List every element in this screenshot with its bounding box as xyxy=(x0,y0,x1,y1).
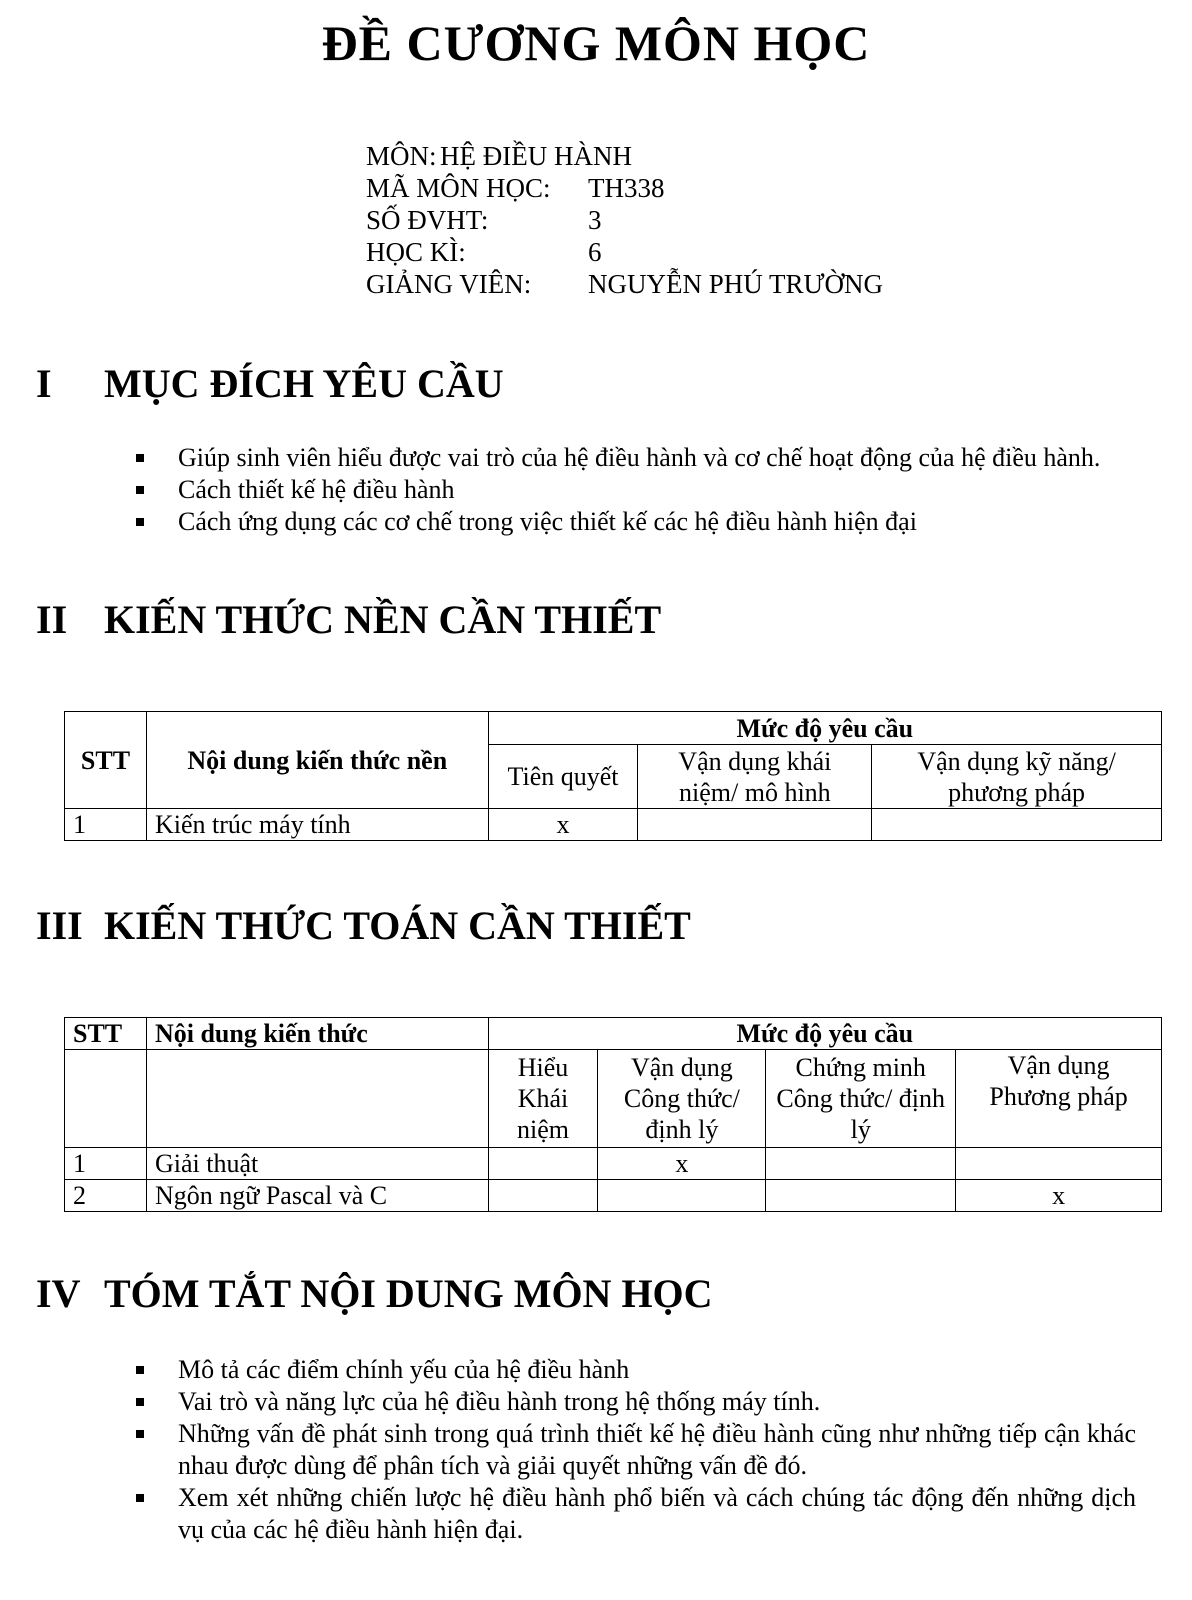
table-header-row xyxy=(65,1018,1162,1050)
header-content: Nội dung kiến thức xyxy=(146,1018,488,1050)
header-level: Mức độ yêu cầu xyxy=(488,1018,1161,1050)
cell-content: Ngôn ngữ Pascal và C xyxy=(146,1180,488,1212)
header-stt: STT xyxy=(65,712,147,809)
info-row-lecturer xyxy=(366,268,883,300)
info-row-subject xyxy=(366,140,883,172)
cell-mark xyxy=(872,809,1162,841)
header-col: Vận dụng khái niệm/ mô hình xyxy=(638,745,872,809)
section-title: KIẾN THỨC TOÁN CẦN THIẾT xyxy=(104,903,691,948)
section-number: IV xyxy=(36,1271,81,1316)
cell-mark xyxy=(766,1180,956,1212)
info-value: NGUYỄN PHÚ TRƯỜNG xyxy=(588,269,883,299)
cell-stt: 1 xyxy=(65,809,147,841)
info-row-credits xyxy=(366,204,883,236)
header-col: Vận dụng Phương pháp xyxy=(956,1050,1162,1148)
header-col: Tiên quyết xyxy=(488,745,638,809)
cell-content: Kiến trúc máy tính xyxy=(146,809,488,841)
table-row xyxy=(65,1180,1162,1212)
section-number: II xyxy=(36,597,68,642)
cell-content: Giải thuật xyxy=(146,1148,488,1180)
bullet-square-icon xyxy=(136,518,144,526)
cell-stt: 1 xyxy=(65,1148,147,1180)
cell-mark xyxy=(488,1148,598,1180)
section-title: MỤC ĐÍCH YÊU CẦU xyxy=(104,361,504,406)
cell-mark xyxy=(598,1180,766,1212)
list-item: Cách thiết kế hệ điều hành xyxy=(136,474,1136,506)
header-col: Hiểu Khái niệm xyxy=(488,1050,598,1148)
cell-mark xyxy=(488,1180,598,1212)
cell-mark: x xyxy=(956,1180,1162,1212)
section-title: KIẾN THỨC NỀN CẦN THIẾT xyxy=(104,597,662,642)
info-label: MÔN: xyxy=(366,141,437,171)
bullet-square-icon xyxy=(136,454,144,462)
header-col: Vận dụng kỹ năng/ phương pháp xyxy=(872,745,1162,809)
cell-stt: 2 xyxy=(65,1180,147,1212)
section-number: I xyxy=(36,361,52,406)
info-value: HỆ ĐIỀU HÀNH xyxy=(440,141,632,171)
header-stt: STT xyxy=(65,1018,147,1050)
info-value: 6 xyxy=(588,237,602,267)
bullet-square-icon xyxy=(136,1430,144,1438)
info-value: 3 xyxy=(588,205,602,235)
section-heading-2 xyxy=(36,596,661,643)
math-knowledge-table xyxy=(64,1017,1162,1212)
list-item: Vai trò và năng lực của hệ điều hành trong hệ thống máy tính. xyxy=(136,1386,1136,1418)
list-item: Xem xét những chiến lược hệ điều hành phổ biến và cách chúng tác động đến những dịch vụ của các hệ điều hành hiện đại. xyxy=(136,1482,1136,1546)
header-content: Nội dung kiến thức nền xyxy=(146,712,488,809)
header-col: Chứng minh Công thức/ định lý xyxy=(766,1050,956,1148)
bullet-square-icon xyxy=(136,1398,144,1406)
section-heading-1 xyxy=(36,360,504,407)
table-header-row xyxy=(65,712,1162,745)
list-item: Giúp sinh viên hiểu được vai trò của hệ điều hành và cơ chế hoạt động của hệ điều hành. xyxy=(136,442,1136,474)
bullet-square-icon xyxy=(136,486,144,494)
info-row-semester xyxy=(366,236,883,268)
cell-mark xyxy=(956,1148,1162,1180)
background-knowledge-table xyxy=(64,711,1162,841)
cell-mark xyxy=(638,809,872,841)
bullet-square-icon xyxy=(136,1366,144,1374)
bullet-square-icon xyxy=(136,1494,144,1502)
cell-mark: x xyxy=(598,1148,766,1180)
list-item: Cách ứng dụng các cơ chế trong việc thiết kế các hệ điều hành hiện đại xyxy=(136,506,1136,538)
cell-mark: x xyxy=(488,809,638,841)
course-info xyxy=(366,140,883,300)
table-row xyxy=(65,1148,1162,1180)
info-label: HỌC KÌ: xyxy=(366,237,466,267)
summary-list xyxy=(136,1354,1136,1546)
info-label: MÃ MÔN HỌC: xyxy=(366,173,551,203)
list-item: Mô tả các điểm chính yếu của hệ điều hành xyxy=(136,1354,1136,1386)
purpose-list xyxy=(136,442,1136,538)
cell-mark xyxy=(766,1148,956,1180)
section-heading-3 xyxy=(36,902,691,949)
section-heading-4 xyxy=(36,1270,713,1317)
table-header-row xyxy=(65,1050,1162,1148)
info-label: SỐ ĐVHT: xyxy=(366,205,489,235)
table-row xyxy=(65,809,1162,841)
header-level: Mức độ yêu cầu xyxy=(488,712,1161,745)
list-item: Những vấn đề phát sinh trong quá trình thiết kế hệ điều hành cũng như những tiếp cận khác nhau được dùng để phân tích và giải quyết những vấn đề đó. xyxy=(136,1418,1136,1482)
section-number: III xyxy=(36,903,83,948)
info-row-code xyxy=(366,172,883,204)
section-title: TÓM TẮT NỘI DUNG MÔN HỌC xyxy=(104,1271,713,1316)
info-label: GIẢNG VIÊN: xyxy=(366,269,532,299)
info-value: TH338 xyxy=(588,173,665,203)
header-col: Vận dụng Công thức/ định lý xyxy=(598,1050,766,1148)
document-title: ĐỀ CƯƠNG MÔN HỌC xyxy=(321,15,871,71)
